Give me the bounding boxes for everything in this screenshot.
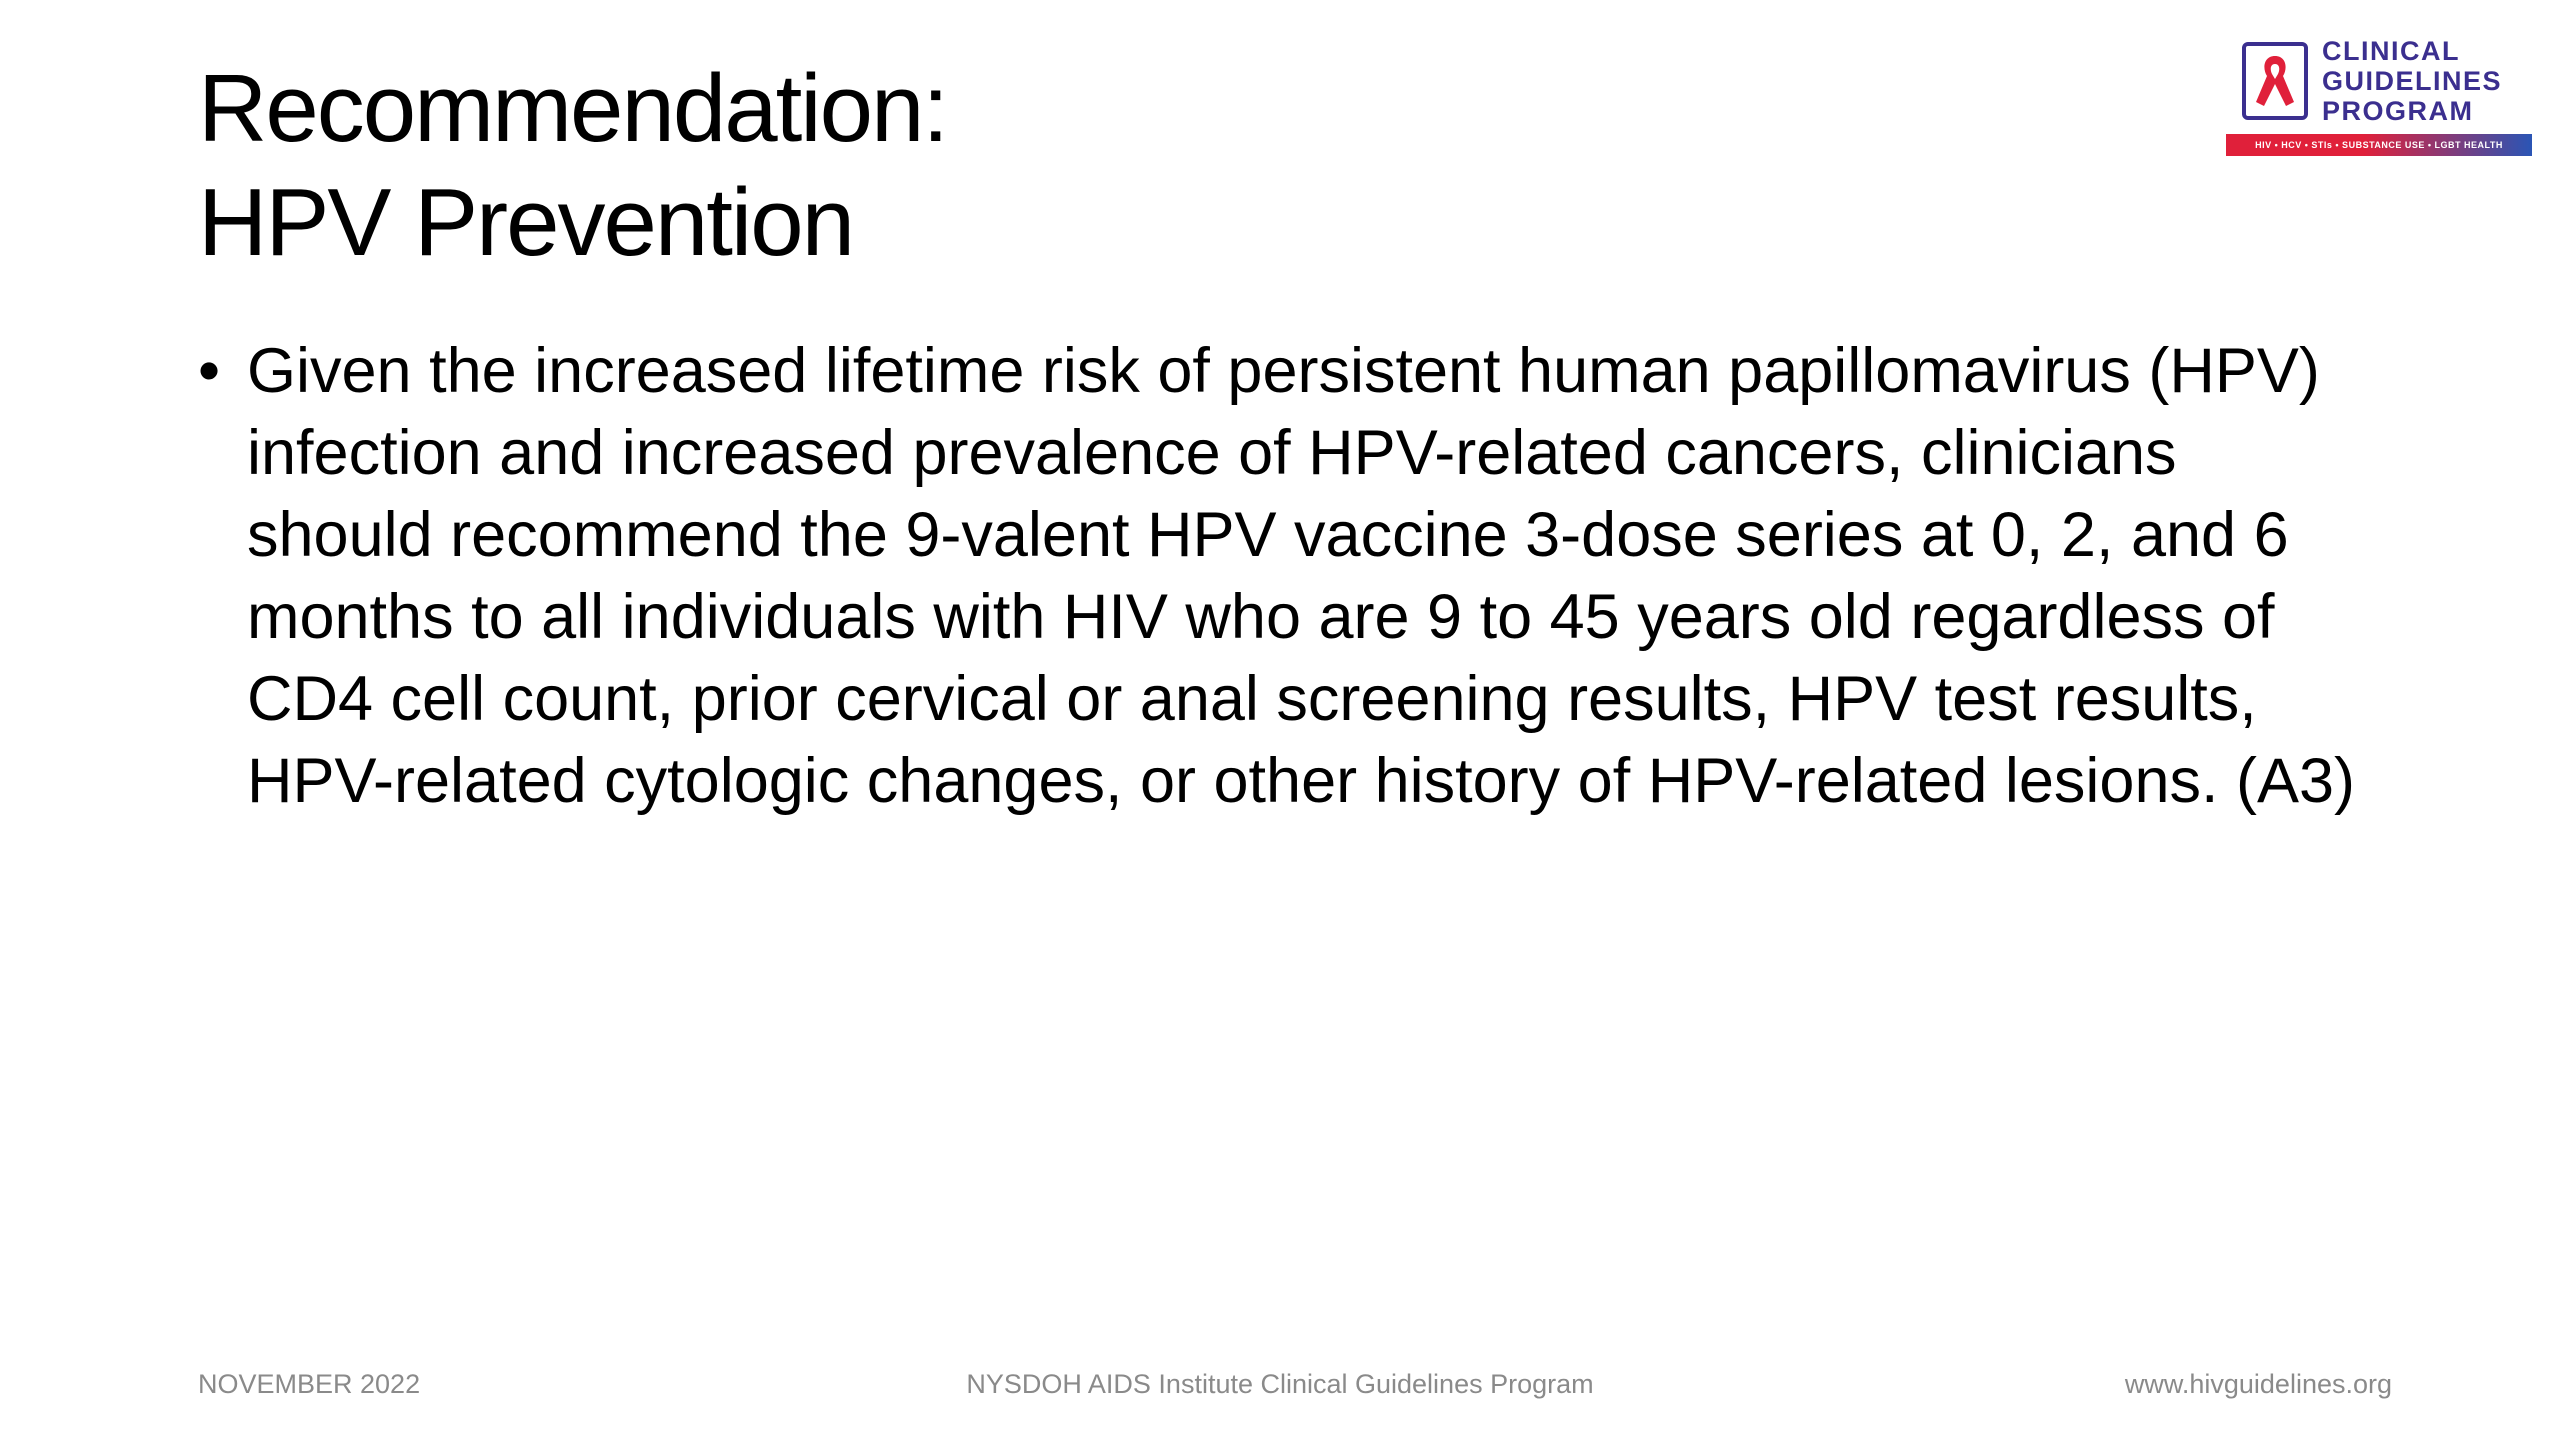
bullet-text: Given the increased lifetime risk of persistent human papillomavirus (HPV) infection and increased prevalence of HPV-related cancers, clinicians should recommend the 9-valent HPV vaccine 3-dose series at 0, 2, and 6 months to all individuals with HIV who are 9 to 45 years old regardless of CD4 cell count, prior cervical or anal screening results, HPV test results, HPV-related cytologic changes, or other history of HPV-related lesions. (A3) bbox=[247, 336, 2356, 816]
logo-line-2: GUIDELINES bbox=[2322, 66, 2503, 96]
bullet-list bbox=[198, 330, 2378, 822]
footer-organization: NYSDOH AIDS Institute Clinical Guidelines Program bbox=[966, 1369, 1594, 1399]
title-line-2: HPV Prevention bbox=[198, 169, 854, 276]
footer-date: NOVEMBER 2022 bbox=[198, 1369, 421, 1399]
title-line-1: Recommendation: bbox=[198, 55, 948, 162]
logo-wordmark bbox=[2322, 36, 2502, 126]
logo-line-1: CLINICAL bbox=[2322, 36, 2460, 66]
slide-body bbox=[198, 330, 2378, 822]
slide-title bbox=[198, 52, 1898, 280]
logo-line-3: PROGRAM bbox=[2322, 96, 2474, 126]
bullet-icon: • bbox=[198, 336, 221, 406]
footer-website: www.hivguidelines.org bbox=[2124, 1369, 2392, 1399]
bullet-item bbox=[198, 330, 2378, 822]
red-ribbon-icon bbox=[2252, 52, 2298, 110]
clinical-guidelines-logo bbox=[2226, 34, 2536, 162]
logo-tagline: HIV • HCV • STIs • SUBSTANCE USE • LGBT HEALTH bbox=[2226, 134, 2532, 156]
logo-emblem bbox=[2242, 42, 2308, 120]
